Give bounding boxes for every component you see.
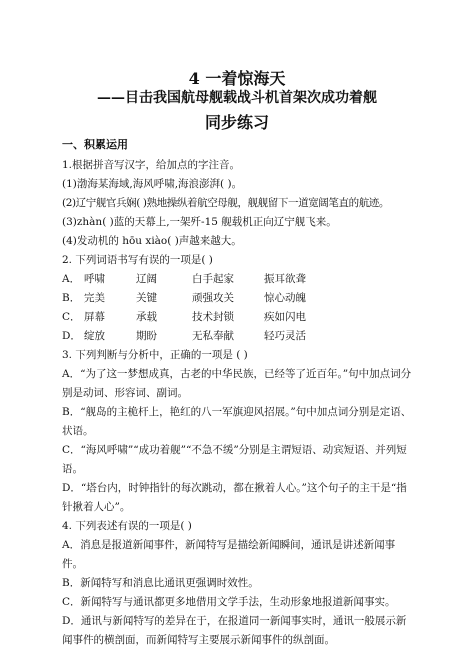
- option-word: 辽阔: [136, 273, 157, 285]
- question-1-item: (1)渤海某海域,海风呼啸,海浪澎湃( )。: [62, 178, 243, 190]
- question-2-option: [62, 289, 414, 308]
- question-4-stem: 4. 下列表述有误的一项是( ): [62, 520, 192, 532]
- question-3-option: A．“为了这一梦想成真，古老的中华民族，已经等了近百年。”句中加点词分别是动词、形容词、副词。: [62, 368, 412, 399]
- option-word: 轻巧灵活: [264, 330, 306, 342]
- question-4-option: A．消息是报道新闻事件，新闻特写是描绘新闻瞬间，通讯是讲述新闻事件。: [62, 539, 396, 570]
- option-word: 振耳欲聋: [264, 273, 306, 285]
- option-letter: A．: [62, 273, 81, 285]
- question-3-stem: 3. 下列判断与分析中，正确的一项是 ( ): [62, 349, 248, 361]
- option-word: 无私奉献: [192, 330, 234, 342]
- option-letter: C．: [62, 311, 81, 323]
- section-heading: 一、积累运用: [62, 138, 128, 151]
- option-word: 惊心动魄: [264, 292, 306, 304]
- option-word: 承载: [136, 311, 157, 323]
- option-word: 呼啸: [84, 273, 105, 285]
- option-word: 顽强攻关: [192, 292, 234, 304]
- question-4-option: B．新闻特写和消息比通讯更强调时效性。: [62, 577, 259, 589]
- question-1-item: (2)辽宁舰官兵娴( )熟地操纵着航空母舰，舰舰留下一道宽阔笔直的航迹。: [62, 197, 390, 209]
- question-2-option: [62, 327, 414, 346]
- question-3-option: D．“塔台内，时钟指针的每次跳动，都在揪着人心。”这个句子的主干是“指针揪着人心”。: [62, 482, 407, 513]
- option-word: 期盼: [136, 330, 157, 342]
- option-word: 屏幕: [84, 311, 105, 323]
- question-1-stem: 1.根据拼音写汉字，给加点的字注音。: [62, 159, 241, 171]
- question-3-option: B．“舰岛的主桅杆上，艳红的八一军旗迎风招展。”句中加点词分别是定语、状语。: [62, 406, 412, 437]
- question-2-stem: 2. 下列词语书写有误的一项是( ): [62, 254, 213, 266]
- question-1-item: (4)发动机的 hōu xiào( )声越来越大。: [62, 235, 242, 247]
- option-letter: B．: [62, 292, 81, 304]
- option-word: 绽放: [84, 330, 105, 342]
- lesson-subtitle: ——目击我国航母舰载战斗机首架次成功着舰: [97, 90, 377, 106]
- question-2-option: [62, 308, 414, 327]
- lesson-title: 4 一着惊海天: [188, 69, 286, 88]
- option-letter: D．: [62, 330, 81, 342]
- exercise-heading: 同步练习: [204, 113, 269, 132]
- question-1-item: (3)zhàn( )蓝的天幕上,一架歼-15 舰载机正向辽宁舰飞来。: [62, 216, 337, 228]
- exercise-body: [62, 156, 414, 650]
- option-word: 完美: [84, 292, 105, 304]
- question-2-option: [62, 270, 414, 289]
- question-4-option: C．新闻特写与通讯都更多地借用文学手法，生动形象地报道新闻事实。: [62, 596, 396, 608]
- question-4-option: D．通讯与新闻特写的差异在于，在报道同一新闻事实时，通讯一般展示新闻事件的横剖面，而新闻特写主要展示新闻事件的纵剖面。: [62, 615, 407, 646]
- option-word: 白手起家: [192, 273, 234, 285]
- option-word: 关键: [136, 292, 157, 304]
- question-3-option: C．“海风呼啸”“成功着舰”“不急不缓”分别是主谓短语、动宾短语、并列短语。: [62, 444, 407, 475]
- option-word: 疾如闪电: [264, 311, 306, 323]
- option-word: 技术封锁: [192, 311, 234, 323]
